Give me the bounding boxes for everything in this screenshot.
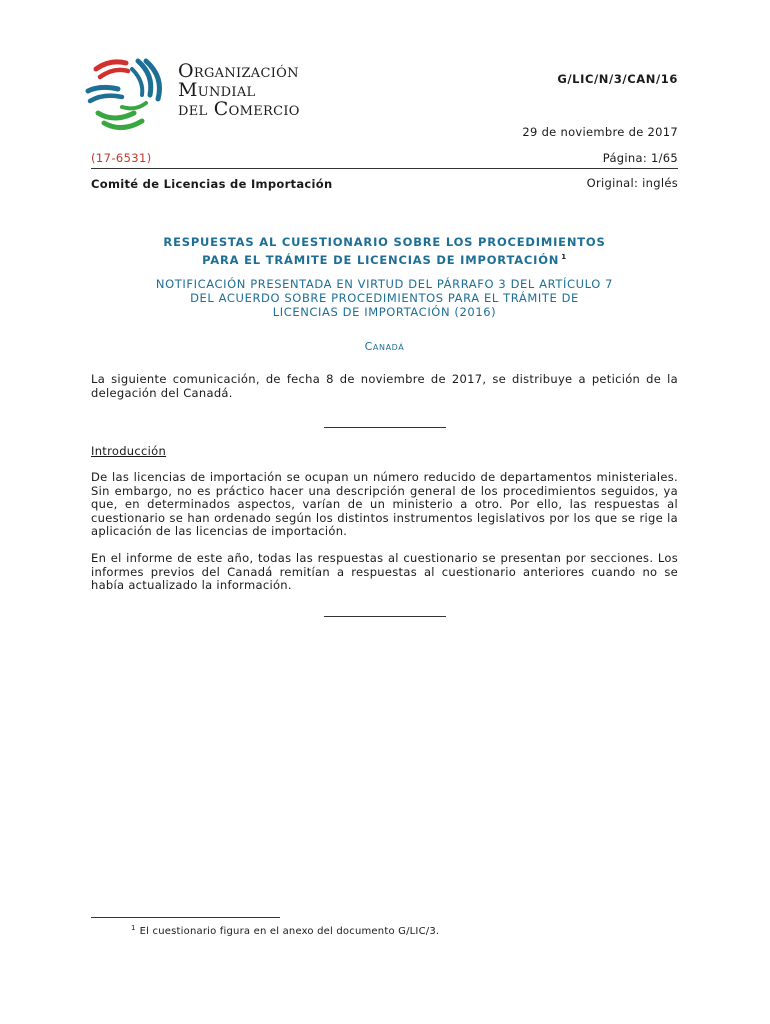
org-name-line2: Mundial xyxy=(178,79,256,101)
body-paragraph-2: En el informe de este año, todas las respuestas al cuestionario se presentan por secciones. Los informes previos del Canadá remitían a respuestas al cuestionario anteriores cuando no se había actualizado la información. xyxy=(91,551,678,593)
header-rule xyxy=(91,168,678,169)
title-line1: RESPUESTAS AL CUESTIONARIO SOBRE LOS PROCEDIMIENTOS xyxy=(163,235,606,249)
subtitle-line2: DEL ACUERDO SOBRE PROCEDIMIENTOS PARA EL TRÁMITE DE xyxy=(190,291,579,305)
footnote xyxy=(131,924,439,937)
country-name: Canadá xyxy=(364,340,405,353)
body-paragraph-1: De las licencias de importación se ocupan un número reducido de departamentos ministeriales. Sin embargo, no es práctico hacer una descripción general de los procedimientos seguidos, ya que, en determinados aspectos, varían de un ministerio a otro. Por ello, las respuestas al cuestionario se han ordenado según los distintos instrumentos legislativos por los que se rige la aplicación de las licencias de importación. xyxy=(91,470,678,539)
footnote-text: El cuestionario figura en el anexo del documento G/LIC/3. xyxy=(139,926,440,937)
document-number: (17-6531) xyxy=(91,151,152,165)
footnote-rule xyxy=(91,917,280,918)
document-symbol: G/LIC/N/3/CAN/16 xyxy=(557,72,678,86)
committee-name: Comité de Licencias de Importación xyxy=(91,177,333,191)
org-name-line1: Organización xyxy=(178,60,299,82)
title-line2-text: PARA EL TRÁMITE DE LICENCIAS DE IMPORTACIÓN xyxy=(202,253,560,267)
subtitle-line3: LICENCIAS DE IMPORTACIÓN (2016) xyxy=(272,305,497,319)
section-heading: Introducción xyxy=(91,444,167,458)
footnote-number: 1 xyxy=(131,924,136,932)
wto-logo-icon xyxy=(82,55,178,133)
section-divider xyxy=(324,427,446,428)
organization-name xyxy=(178,62,300,119)
document-date: 29 de noviembre de 2017 xyxy=(522,125,678,139)
original-language: Original: inglés xyxy=(586,176,678,190)
intro-paragraph: La siguiente comunicación, de fecha 8 de noviembre de 2017, se distribuye a petición de la delegación del Canadá. xyxy=(91,372,678,400)
document-title xyxy=(91,235,678,268)
title-line2 xyxy=(91,250,678,268)
page-count: Página: 1/65 xyxy=(602,151,678,165)
end-divider xyxy=(324,616,446,617)
org-name-line3: del Comercio xyxy=(178,98,300,120)
footnote-reference[interactable]: 1 xyxy=(561,253,567,261)
document-subtitle xyxy=(91,277,678,319)
subtitle-line1: NOTIFICACIÓN PRESENTADA EN VIRTUD DEL PÁRRAFO 3 DEL ARTÍCULO 7 xyxy=(155,277,614,291)
